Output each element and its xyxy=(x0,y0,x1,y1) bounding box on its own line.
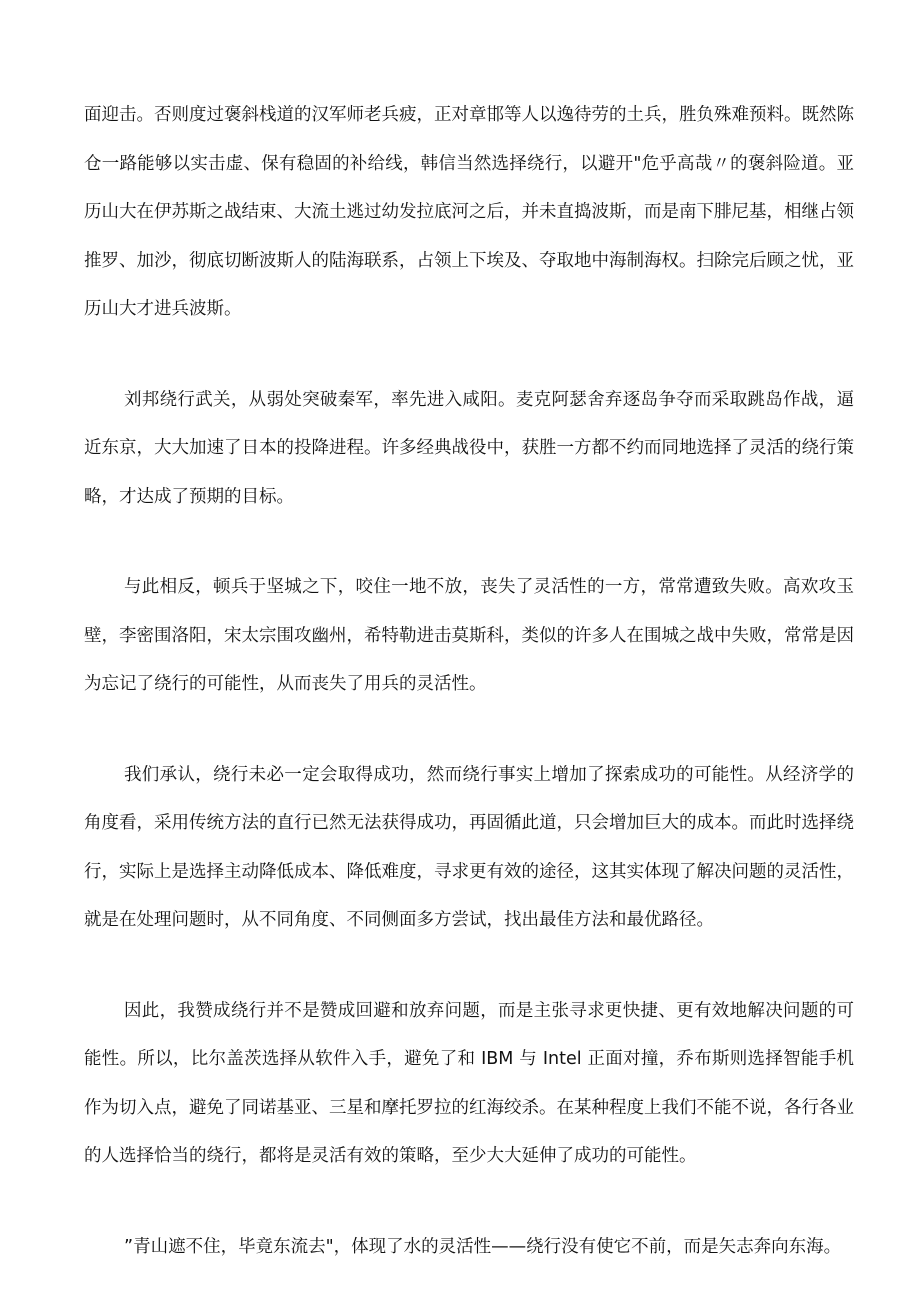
paragraph-5: 因此，我赞成绕行并不是赞成回避和放弃问题，而是主张寻求更快捷、更有效地解决问题的可能性。所以，比尔盖茨选择从软件入手，避免了和 IBM 与 Intel 正面对撞，乔布斯则选择智能手机作为切入点，避免了同诺基亚、三星和摩托罗拉的红海绞杀。在某种程度上我们不能不说，各行各业的人选择恰当的绕行，都将是灵活有效的策略，至少大大延伸了成功的可能性。 xyxy=(84,1000,854,1166)
paragraph-4: 我们承认，绕行未必一定会取得成功，然而绕行事实上增加了探索成功的可能性。从经济学的角度看，采用传统方法的直行已然无法获得成功，再固循此道，只会增加巨大的成本。而此时选择绕行，实际上是选择主动降低成本、降低难度，寻求更有效的途径，这其实体现了解决问题的灵活性，就是在处理问题时，从不同角度、不同侧面多方尝试，找出最佳方法和最优路径。 xyxy=(84,764,854,930)
paragraph-2: 刘邦绕行武关，从弱处突破秦军，率先进入咸阳。麦克阿瑟舍弃逐岛争夺而采取跳岛作战，逼近东京，大大加速了日本的投降进程。许多经典战役中，获胜一方都不约而同地选择了灵活的绕行策略，才达成了预期的目标。 xyxy=(84,389,854,507)
paragraph-1: 面迎击。否则度过褒斜栈道的汉军师老兵疲，正对章邯等人以逸待劳的土兵，胜负殊难预料。既然陈仓一路能够以实击虚、保有稳固的补给线，韩信当然选择绕行，以避开"危乎高哉〃的褒斜险道。亚历山大在伊苏斯之战结束、大流土逃过幼发拉底河之后，并未直捣波斯，而是南下腓尼基，相继占领推罗、加沙，彻底切断波斯人的陆海联系，占领上下埃及、夺取地中海制海权。扫除完后顾之忧，亚历山大才进兵波斯。 xyxy=(84,105,854,319)
document-body xyxy=(84,91,854,1313)
paragraph-6: ”青山遮不住，毕竟东流去"，体现了水的灵活性——绕行没有使它不前，而是矢志奔向东海。 xyxy=(124,1236,842,1257)
paragraph-3: 与此相反，顿兵于坚城之下，咬住一地不放，丧失了灵活性的一方，常常遭致失败。高欢攻玉壁，李密围洛阳，宋太宗围攻幽州，希特勒进击莫斯科，类似的许多人在围城之战中失败，常常是因为忘记了绕行的可能性，从而丧失了用兵的灵活性。 xyxy=(84,577,854,694)
